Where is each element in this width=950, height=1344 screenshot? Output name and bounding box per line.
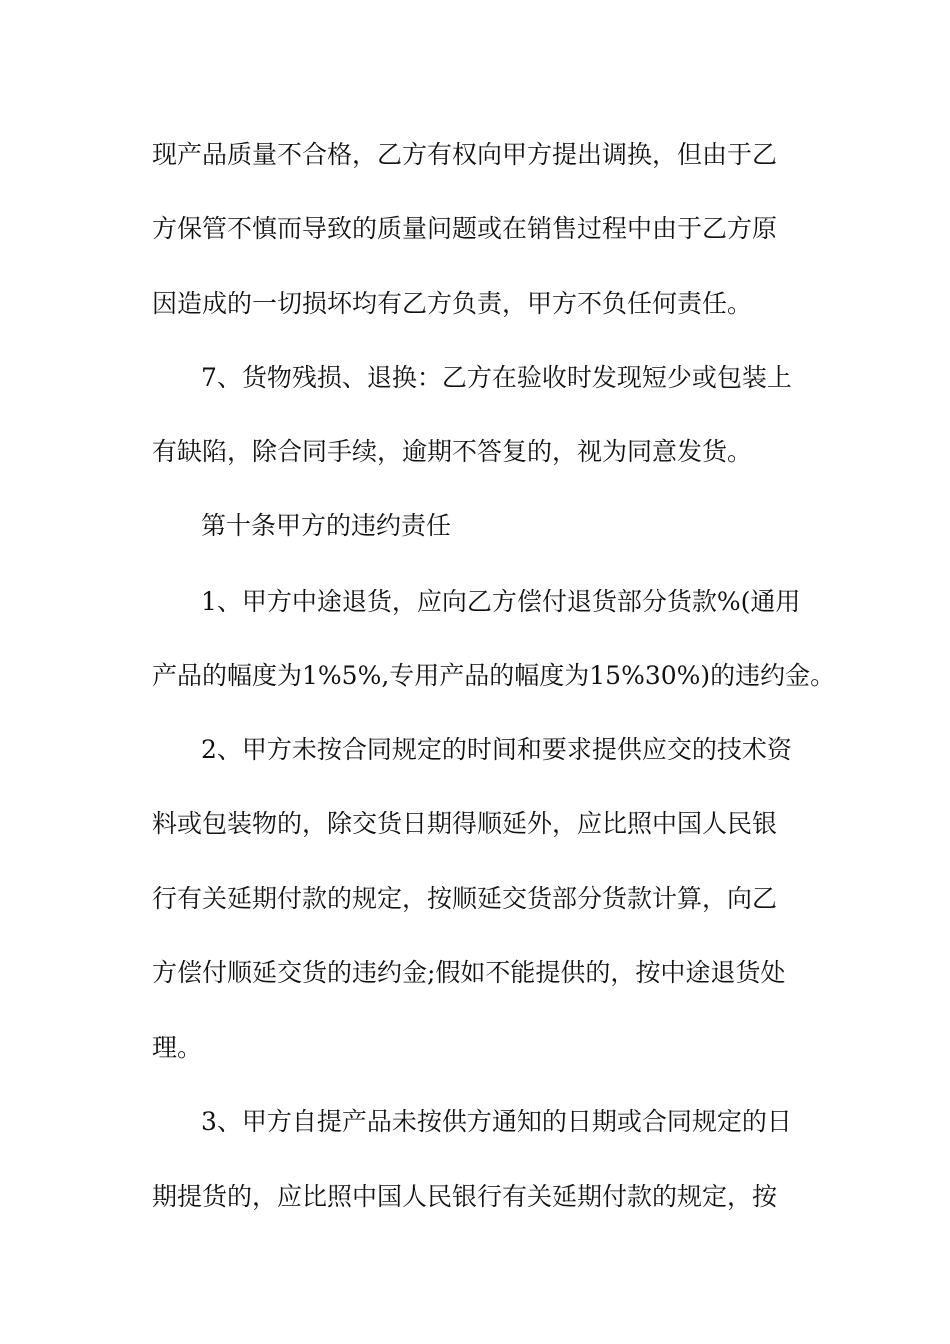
text-line: 3、甲方自提产品未按供方通知的日期或合同规定的日 [201, 1107, 792, 1136]
text-line: 方保管不慎而导致的质量问题或在销售过程中由于乙方原 [152, 214, 778, 243]
section-heading: 第十条甲方的违约责任 [201, 511, 452, 540]
text-line: 行有关延期付款的规定，按顺延交货部分货款计算，向乙 [152, 884, 778, 913]
text-line: 1、甲方中途退货，应向乙方偿付退货部分货款%(通用 [201, 587, 801, 616]
text-line: 现产品质量不合格，乙方有权向甲方提出调换，但由于乙 [152, 140, 778, 169]
text-line: 因造成的一切损坏均有乙方负责，甲方不负任何责任。 [152, 289, 753, 318]
text-line: 7、货物残损、退换：乙方在验收时发现短少或包装上 [201, 363, 792, 392]
text-line: 产品的幅度为1%5%,专用产品的幅度为15%30%)的违约金。 [152, 661, 836, 690]
text-line: 2、甲方未按合同规定的时间和要求提供应交的技术资 [201, 735, 792, 764]
text-line: 方偿付顺延交货的违约金;假如不能提供的，按中途退货处 [152, 958, 786, 987]
text-line: 理。 [152, 1033, 203, 1062]
text-line: 期提货的，应比照中国人民银行有关延期付款的规定，按 [152, 1182, 778, 1211]
text-line: 料或包装物的，除交货日期得顺延外，应比照中国人民银 [152, 809, 778, 838]
text-line: 有缺陷，除合同手续，逾期不答复的，视为同意发货。 [152, 437, 753, 466]
